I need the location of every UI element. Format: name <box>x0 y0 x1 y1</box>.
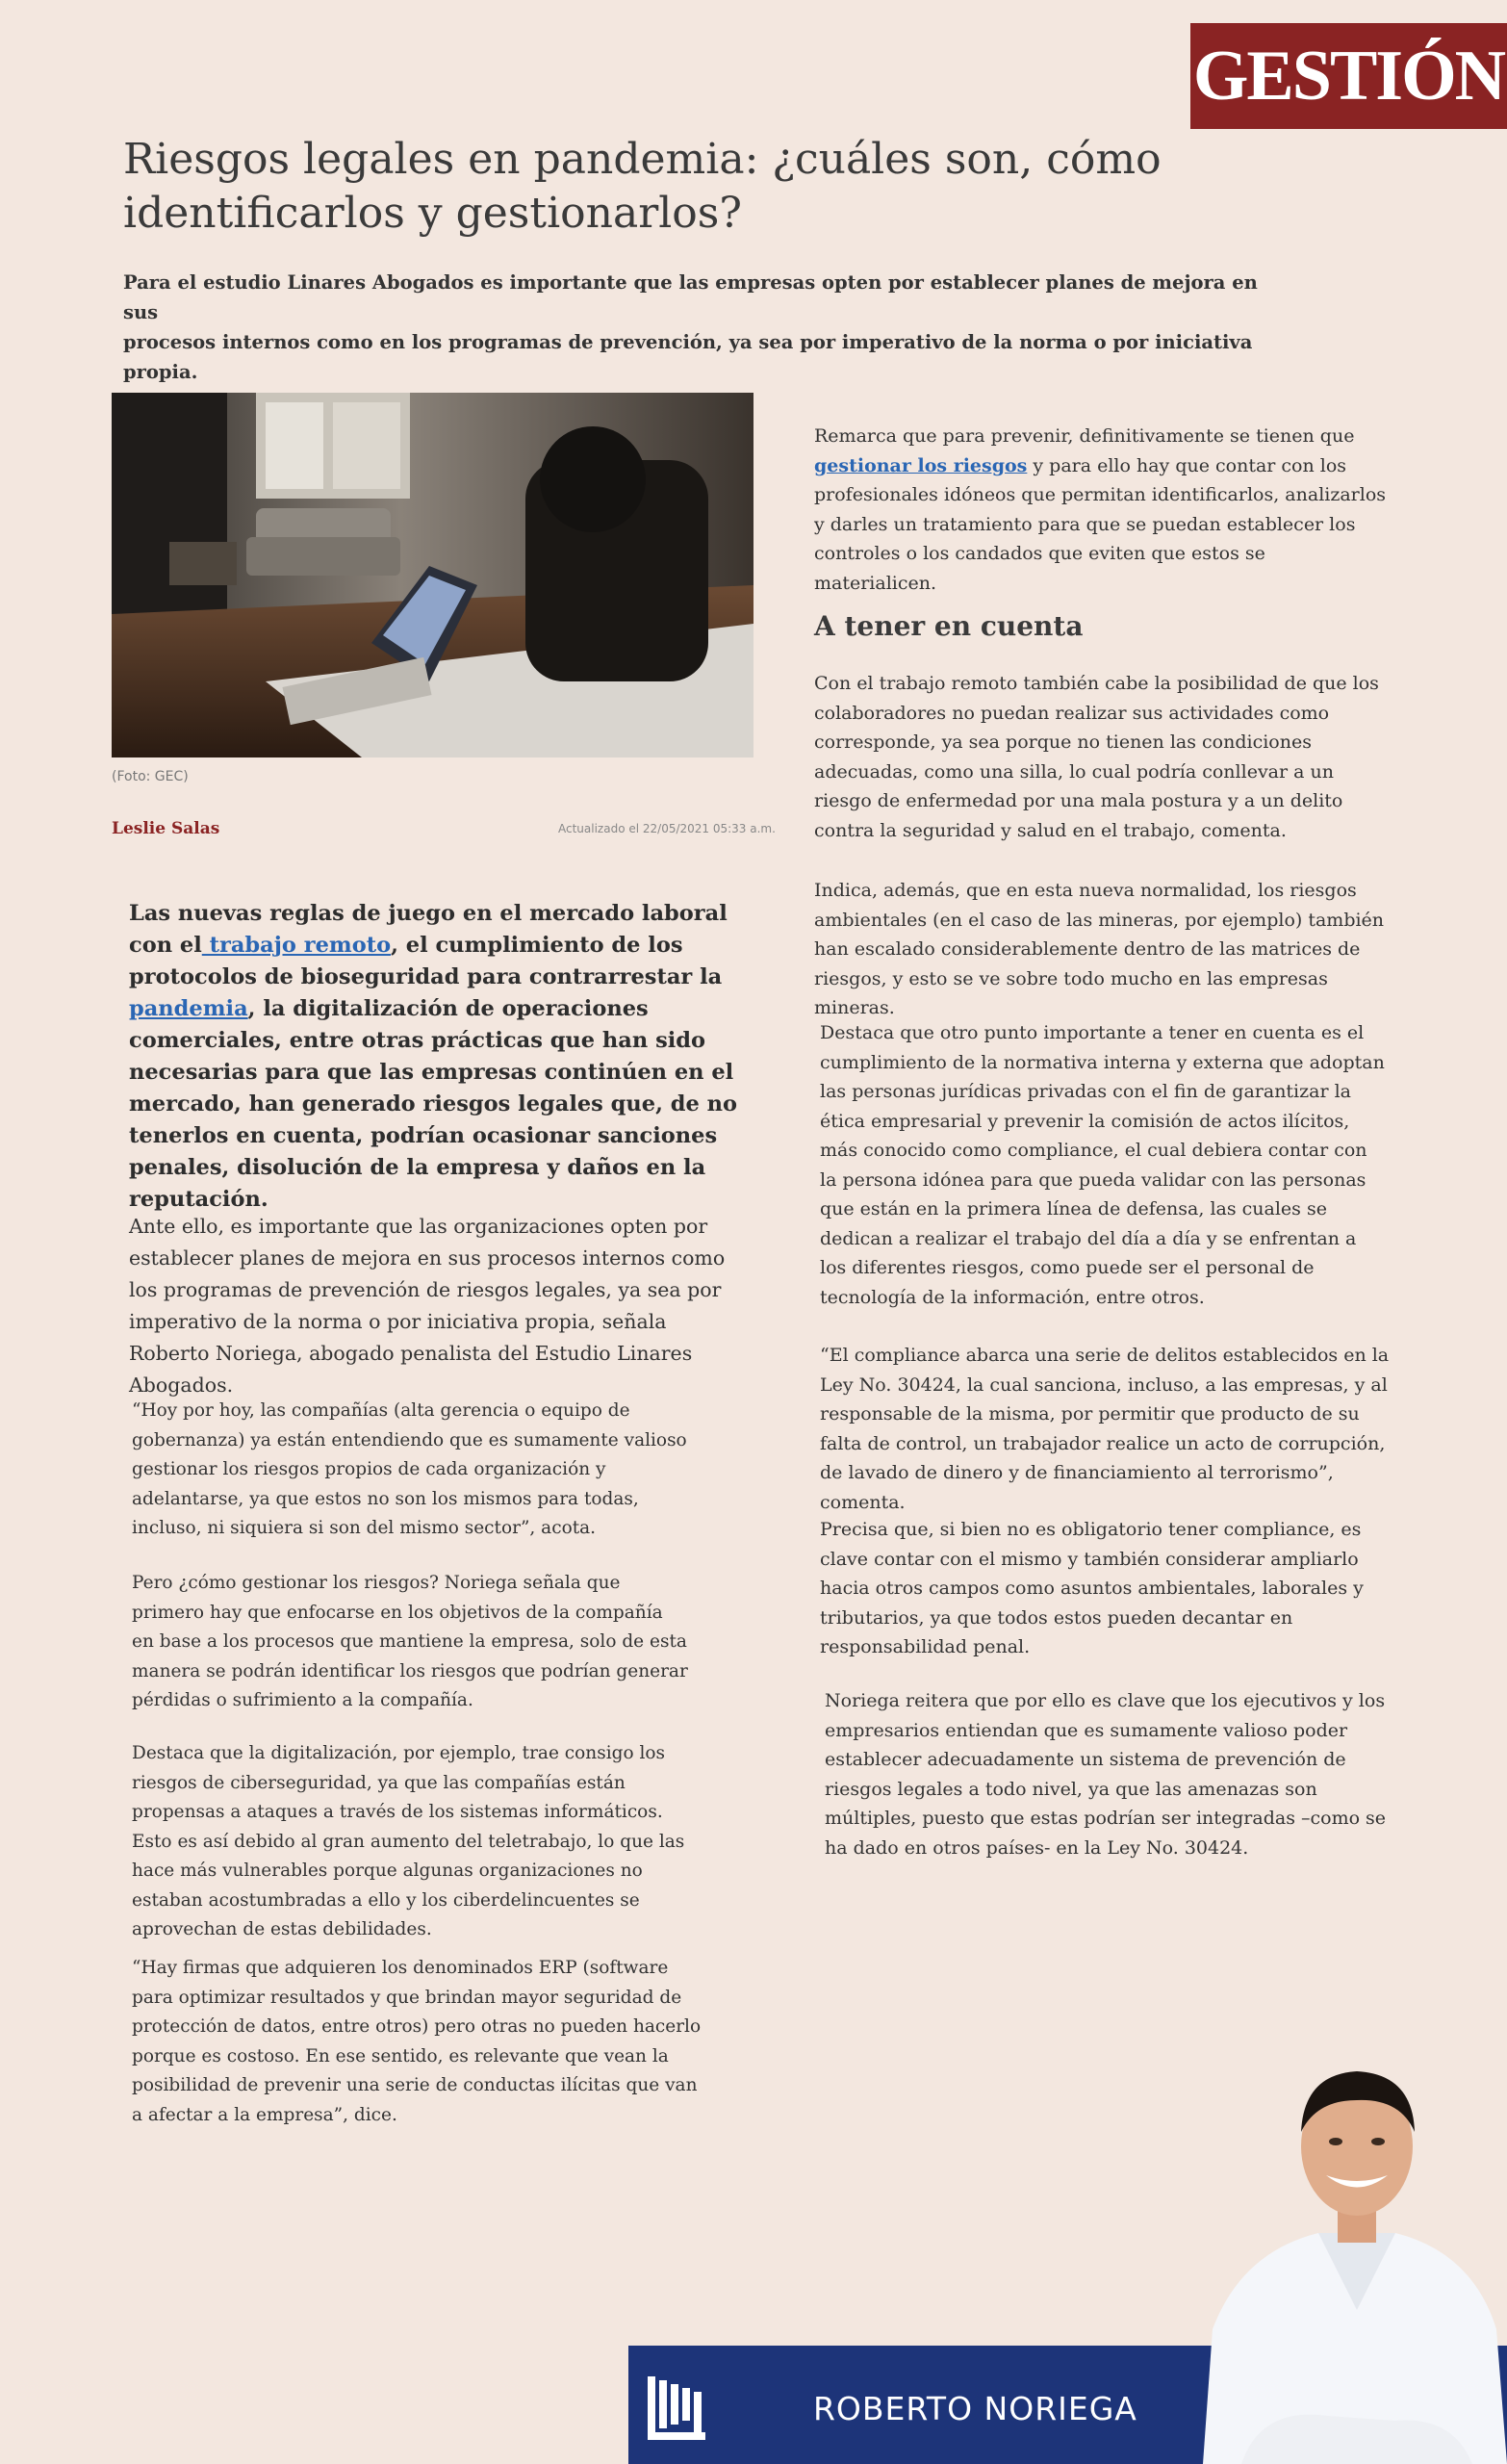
lead-text-3: , la digitalización de operaciones comerciales, entre otras prácticas que han sido necesarias para que las empresas continúen en el mercado, han generado riesgos legales que, de no tenerlos en cuenta, podrían ocasionar sanciones penales, disolución de la empresa y daños en la reputación. <box>129 996 737 1212</box>
headline-line-1: Riesgos legales en pandemia: ¿cuáles son, cómo <box>123 135 1162 184</box>
dek-line-1: Para el estudio Linares Abogados es importante que las empresas opten por establecer planes de mejora en sus <box>123 271 1258 323</box>
left-paragraph-1: Ante ello, es importante que las organizaciones opten por establecer planes de mejora en sus procesos internos como los programas de prevención de riesgos legales, ya sea por imperativo de la norma o por iniciativa propia, señala Roberto Noriega, abogado penalista del Estudio Linares Abogados. <box>129 1215 726 1397</box>
right-paragraph-7: Noriega reitera que por ello es clave que los ejecutivos y los empresarios entiendan que es sumamente valioso poder establecer adecuadamente un sistema de prevención de riesgos legales a todo nivel, ya que las amenazas son múltiples, puesto que estas podrían ser integradas –como se ha dado en otros países- en la Ley No. 30424. <box>825 1690 1387 1859</box>
dek-line-2: procesos internos como en los programas de prevención, ya sea por imperativo de la norma o por iniciativa propia. <box>123 331 1253 383</box>
right-paragraph-5: “El compliance abarca una serie de delitos establecidos en la Ley No. 30424, la cual sanciona, incluso, a las empresas, y al responsable de la misma, por permitir que producto de su falta de control, un trabajador realice un acto de corrupción, de lavado de dinero y de financiamiento al terrorismo”, comenta. <box>820 1345 1390 1513</box>
right-paragraph-1 <box>814 422 1392 598</box>
right-paragraph-2: Con el trabajo remoto también cabe la posibilidad de que los colaboradores no puedan realizar sus actividades como corresponde, ya sea porque no tienen las condiciones adecuadas, como una silla, lo cual podría conllevar a un riesgo de enfermedad por una mala postura y a un delito contra la seguridad y salud en el trabajo, comenta. <box>814 673 1379 841</box>
right-p1-text-a: Remarca que para prevenir, definitivamente se tienen que <box>814 425 1355 447</box>
banner-person-name: ROBERTO NORIEGA <box>813 2390 1137 2427</box>
right-paragraph-4: Destaca que otro punto importante a tener en cuenta es el cumplimiento de la normativa interna y externa que adoptan las personas jurídicas privadas con el fin de garantizar la ética empresarial y prevenir la comisión de actos ilícitos, más conocido como compliance, el cual debiera contar con la persona idónea para que pueda validar con las personas que están en la primera línea de defensa, las cuales se dedican a realizar el trabajo del día a día y se enfrentan a los diferentes riesgos, como puede ser el personal de tecnología de la información, entre otros. <box>820 1022 1385 1308</box>
lead-text-2: , el cumplimiento de los protocolos de bioseguridad para contrarrestar la <box>129 933 723 989</box>
article-photo <box>112 393 754 757</box>
article-headline <box>123 133 1182 241</box>
left-paragraph-5: “Hay firmas que adquieren los denominados ERP (software para optimizar resultados y que brindan mayor seguridad de protección de datos, entre otros) pero otras no pueden hacerlo porque es costoso. En ese sentido, es relevante que vean la posibilidad de prevenir una serie de conductas ilícitas que van a afectar a la empresa”, dice. <box>132 1958 702 2125</box>
link-gestionar-riesgos[interactable]: gestionar los riesgos <box>814 454 1028 476</box>
roberto-noriega-portrait <box>1203 2040 1507 2464</box>
section-subhead: A tener en cuenta <box>814 610 1084 642</box>
author-name[interactable]: Leslie Salas <box>112 819 220 838</box>
right-paragraph-3: Indica, además, que en esta nueva normalidad, los riesgos ambientales (en el caso de las mineras, por ejemplo) también han escalado considerablemente dentro de las matrices de riesgos, y esto se ve sobre todo mucho en las empresas mineras. <box>814 880 1385 1018</box>
article-dek <box>123 268 1297 387</box>
photo-caption: (Foto: GEC) <box>112 769 189 784</box>
right-p1-text-b: y para ello hay que contar con los profesionales idóneos que permitan identificarlos, analizarlos y darles un tratamiento para que se puedan establecer los controles o los candados que eviten que estos se materialicen. <box>814 454 1387 594</box>
home-office-photo <box>112 393 754 757</box>
link-trabajo-remoto[interactable]: trabajo remoto <box>201 933 392 958</box>
linares-logo-icon <box>648 2376 705 2440</box>
right-paragraph-6: Precisa que, si bien no es obligatorio tener compliance, es clave contar con el mismo y también considerar ampliarlo hacia otros campos como asuntos ambientales, laborales y tributarios, ya que todos estos pueden decantar en responsabilidad penal. <box>820 1519 1364 1657</box>
headline-line-2: identificarlos y gestionarlos? <box>123 189 742 238</box>
link-pandemia[interactable]: pandemia <box>129 996 248 1021</box>
left-paragraph-3: Pero ¿cómo gestionar los riesgos? Noriega señala que primero hay que enfocarse en los objetivos de la compañía en base a los procesos que mantiene la empresa, solo de esta manera se podrán identificar los riesgos que podrían generar pérdidas o sufrimiento a la compañía. <box>132 1573 688 1710</box>
gestion-logo[interactable]: GESTIÓN <box>1190 23 1507 129</box>
left-paragraph-2: “Hoy por hoy, las compañías (alta gerencia o equipo de gobernanza) ya están entendiendo que es sumamente valioso gestionar los riesgos propios de cada organización y adelantarse, ya que estos no son los mismos para todas, incluso, ni siquiera si son del mismo sector”, acota. <box>132 1400 687 1538</box>
updated-timestamp: Actualizado el 22/05/2021 05:33 a.m. <box>558 822 776 835</box>
lead-text-1: Las nuevas reglas de juego en el mercado laboral con el <box>129 901 728 958</box>
article-lead <box>129 898 745 1216</box>
left-paragraph-4: Destaca que la digitalización, por ejemplo, trae consigo los riesgos de ciberseguridad, ya que las compañías están propensas a ataques a través de los sistemas informáticos. Esto es así debido al gran aumento del teletrabajo, lo que las hace más vulnerables porque algunas organizaciones no estaban acostumbradas a ello y los ciberdelincuentes se aprovechan de estas debilidades. <box>132 1743 685 1939</box>
